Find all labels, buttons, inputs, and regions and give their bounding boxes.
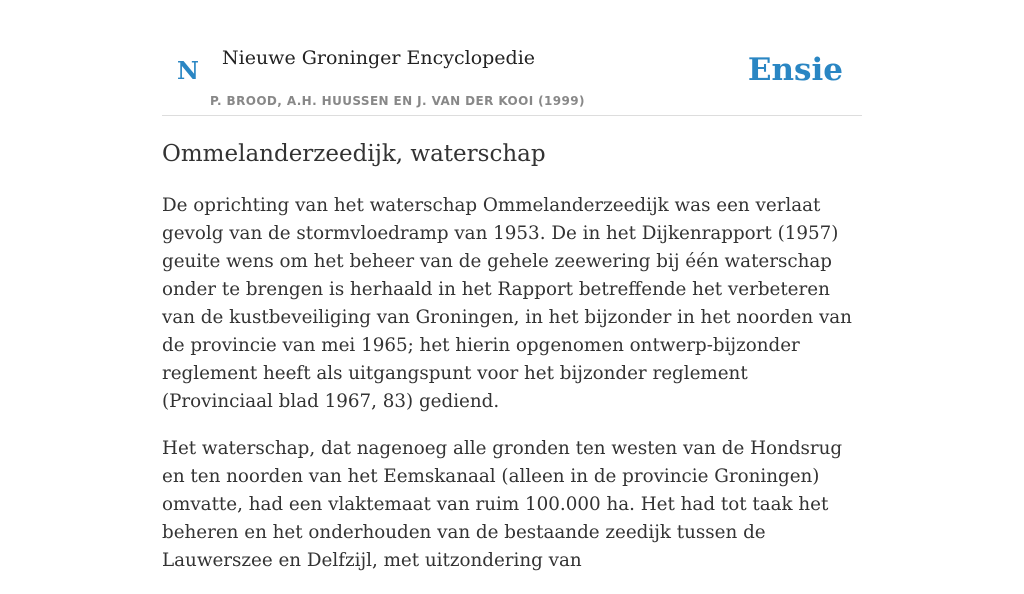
book-title[interactable]: Nieuwe Groninger Encyclopedie	[222, 47, 536, 69]
article-title: Ommelanderzeedijk, waterschap	[162, 141, 546, 167]
header	[162, 0, 862, 116]
book-authors: P. BROOD, A.H. HUUSSEN EN J. VAN DER KOOI (1999)	[210, 94, 585, 108]
book-logo-icon[interactable]: N	[177, 56, 199, 85]
article-body	[162, 192, 862, 594]
article-paragraph: Het waterschap, dat nagenoeg alle gronden ten westen van de Hondsrug en ten noorden van het Eemskanaal (alleen in de provincie Groningen) omvatte, had een vlaktemaat van ruim 100.000 ha. Het had tot taak het beheren en het onderhouden van de bestaande zeedijk tussen de Lauwerszee en Delfzijl, met uitzondering van	[162, 438, 843, 571]
ensie-logo[interactable]: Ensie	[747, 52, 843, 88]
article-paragraph: De oprichting van het waterschap Ommelanderzeedijk was een verlaat gevolg van de stormvloedramp van 1953. De in het Dijkenrapport (1957) geuite wens om het beheer van de gehele zeewering bij één waterschap onder te brengen is herhaald in het Rapport betreffende het verbeteren van de kustbeveiliging van Groningen, in het bijzonder in het noorden van de provincie van mei 1965; het hierin opgenomen ontwerp-bijzonder reglement heeft als uitgangspunt voor het bijzonder reglement (Provinciaal blad 1967, 83) gediend.	[162, 195, 852, 412]
